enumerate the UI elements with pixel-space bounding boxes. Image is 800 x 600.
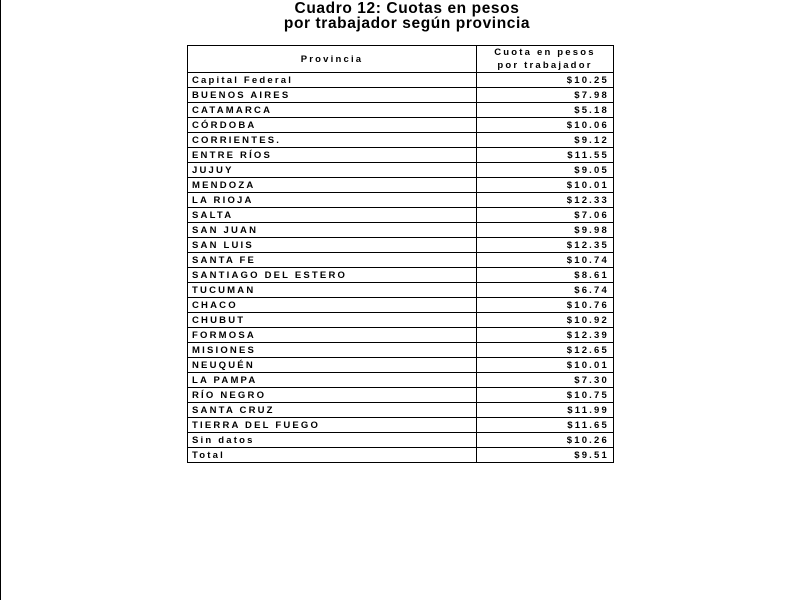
provincia-cell: SANTIAGO DEL ESTERO [188,268,477,283]
provincia-cell: CÓRDOBA [188,118,477,133]
table-row [188,193,614,208]
provincia-cell: CHUBUT [188,313,477,328]
provincia-cell: JUJUY [188,163,477,178]
table-header-row [188,46,614,73]
table-row [188,343,614,358]
page-title [0,1,800,31]
header-cuota-line-1: Cuota en pesos [494,47,596,58]
provincia-cell: MENDOZA [188,178,477,193]
header-provincia: Provincia [188,46,477,73]
cuota-cell: $10.74 [477,253,614,268]
cuota-cell: $12.35 [477,238,614,253]
header-cuota-line-2: por trabajador [497,60,593,71]
cuota-cell: $10.01 [477,358,614,373]
cuota-cell: $9.98 [477,223,614,238]
provincia-cell: Sin datos [188,433,477,448]
provincia-cell: Total [188,448,477,463]
provincia-cell: MISIONES [188,343,477,358]
table-row [188,358,614,373]
provincia-cell: RÍO NEGRO [188,388,477,403]
provincia-cell: CATAMARCA [188,103,477,118]
cuota-cell: $7.98 [477,88,614,103]
table-row [188,73,614,88]
table-row [188,208,614,223]
cuota-cell: $5.18 [477,103,614,118]
provincia-cell: TIERRA DEL FUEGO [188,418,477,433]
table-row [188,418,614,433]
cuota-cell: $10.25 [477,73,614,88]
cuota-cell: $7.30 [477,373,614,388]
table-row [188,133,614,148]
cuotas-table [187,45,614,463]
header-cuota [477,46,614,73]
provincia-cell: SANTA CRUZ [188,403,477,418]
table-row [188,253,614,268]
cuota-cell: $10.26 [477,433,614,448]
table-row [188,223,614,238]
cuota-cell: $9.51 [477,448,614,463]
table-row [188,268,614,283]
provincia-cell: Capital Federal [188,73,477,88]
table-row [188,88,614,103]
cuota-cell: $11.99 [477,403,614,418]
cuota-cell: $12.33 [477,193,614,208]
provincia-cell: NEUQUÉN [188,358,477,373]
cuota-cell: $10.01 [477,178,614,193]
cuota-cell: $6.74 [477,283,614,298]
cuota-cell: $7.06 [477,208,614,223]
provincia-cell: LA PAMPA [188,373,477,388]
table-row [188,313,614,328]
provincia-cell: CHACO [188,298,477,313]
title-line-2: por trabajador según provincia [283,15,531,32]
table-row [188,403,614,418]
cuota-cell: $10.75 [477,388,614,403]
provincia-cell: BUENOS AIRES [188,88,477,103]
provincia-cell: SAN LUIS [188,238,477,253]
cuota-cell: $11.55 [477,148,614,163]
provincia-cell: SALTA [188,208,477,223]
table-row [188,328,614,343]
provincia-cell: FORMOSA [188,328,477,343]
provincia-cell: CORRIENTES. [188,133,477,148]
table-row [188,433,614,448]
table-row [188,118,614,133]
cuota-cell: $9.05 [477,163,614,178]
frame-left-border [0,0,1,600]
provincia-cell: LA RIOJA [188,193,477,208]
provincia-cell: ENTRE RÍOS [188,148,477,163]
provincia-cell: SANTA FE [188,253,477,268]
cuota-cell: $9.12 [477,133,614,148]
table-row [188,448,614,463]
table-row [188,238,614,253]
cuota-cell: $10.06 [477,118,614,133]
table-row [188,373,614,388]
table-row [188,298,614,313]
table-row [188,148,614,163]
table-row [188,178,614,193]
cuota-cell: $11.65 [477,418,614,433]
provincia-cell: TUCUMAN [188,283,477,298]
table-row [188,103,614,118]
table-row [188,283,614,298]
cuota-cell: $10.76 [477,298,614,313]
cuota-cell: $10.92 [477,313,614,328]
cuota-cell: $12.39 [477,328,614,343]
provincia-cell: SAN JUAN [188,223,477,238]
table-row [188,163,614,178]
title-line-1: Cuadro 12: Cuotas en pesos [294,0,520,17]
cuota-cell: $8.61 [477,268,614,283]
table-row [188,388,614,403]
cuota-cell: $12.65 [477,343,614,358]
